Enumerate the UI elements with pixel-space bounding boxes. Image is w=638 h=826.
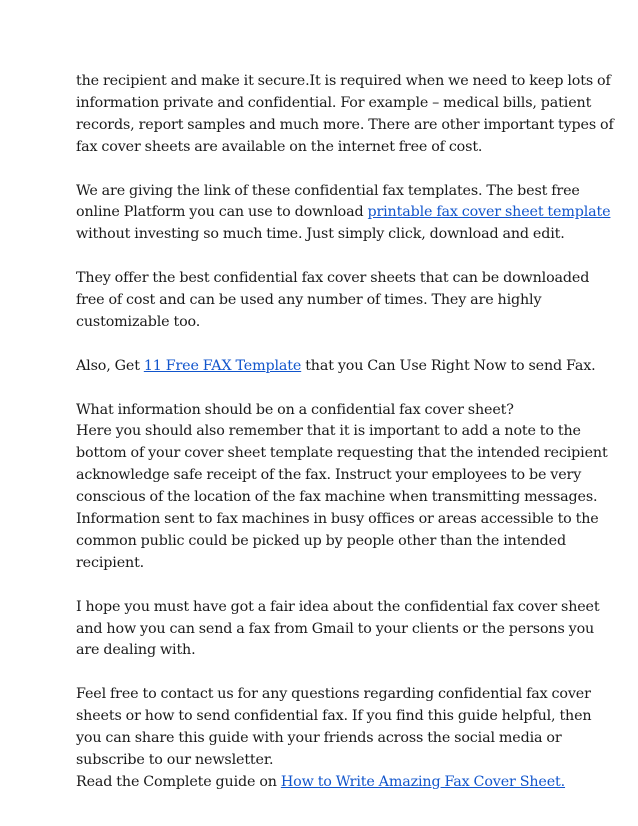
text-line: without investing so much time. Just simply click, download and edit. [76, 226, 565, 243]
text-line: I hope you must have got a fair idea about the confidential fax cover sheet [76, 598, 600, 615]
text-line: you can share this guide with your friends across the social media or [76, 730, 562, 747]
text-line: information private and confidential. For example – medical bills, patient [76, 94, 592, 111]
text-line: sheets or how to send confidential fax. If you find this guide helpful, then [76, 708, 592, 725]
text-line: the recipient and make it secure.It is required when we need to keep lots of [76, 73, 611, 89]
text-line: acknowledge safe receipt of the fax. Instruct your employees to be very [76, 467, 582, 484]
text-line: We are giving the link of these confidential fax templates. The best free [76, 182, 580, 199]
paragraph-free-template [76, 356, 596, 378]
paragraph-intro [76, 71, 614, 159]
text-line: recipient. [76, 554, 145, 571]
text-line: records, report samples and much more. There are other important types of [76, 116, 614, 133]
text-line: fax cover sheets are available on the internet free of cost. [76, 138, 483, 155]
text-line [76, 772, 576, 794]
complete-guide-link[interactable]: How to Write Amazing Fax Cover Sheet. [280, 773, 566, 790]
text-segment: Also, Get [76, 357, 144, 374]
text-line [76, 202, 611, 224]
text-line: conscious of the location of the fax machine when transmitting messages. [76, 489, 598, 506]
text-line: subscribe to our newsletter. [76, 752, 274, 768]
printable-fax-cover-sheet-link[interactable]: printable fax cover sheet template [367, 204, 611, 221]
paragraph-offer [76, 268, 590, 334]
text-line: What information should be on a confidential fax cover sheet? [76, 401, 514, 418]
text-line: Information sent to fax machines in busy offices or areas accessible to the [76, 511, 599, 528]
text-line: Feel free to contact us for any questions regarding confidential fax cover [76, 686, 591, 703]
text-segment: Read the Complete guide on [76, 773, 281, 790]
text-line: They offer the best confidential fax cover sheets that can be downloaded [76, 270, 590, 287]
text-line: common public could be picked up by people other than the intended [76, 532, 566, 549]
free-fax-template-link[interactable]: 11 Free FAX Template [143, 357, 302, 374]
text-segment: that you Can Use Right Now to send Fax. [301, 357, 596, 374]
text-line: are dealing with. [76, 642, 196, 659]
document-body [76, 71, 614, 794]
text-line: customizable too. [76, 313, 201, 330]
paragraph-templates-link [76, 181, 611, 247]
paragraph-information [76, 400, 608, 575]
paragraph-contact [76, 684, 592, 794]
text-segment: online Platform you can use to download [76, 204, 368, 221]
text-line: and how you can send a fax from Gmail to your clients or the persons you [76, 620, 595, 637]
text-line: Here you should also remember that it is important to add a note to the [76, 423, 581, 440]
paragraph-gmail [76, 597, 600, 663]
text-line: bottom of your cover sheet template requesting that the intended recipient [76, 445, 608, 462]
text-line [76, 356, 596, 378]
text-line: free of cost and can be used any number of times. They are highly [76, 292, 542, 309]
